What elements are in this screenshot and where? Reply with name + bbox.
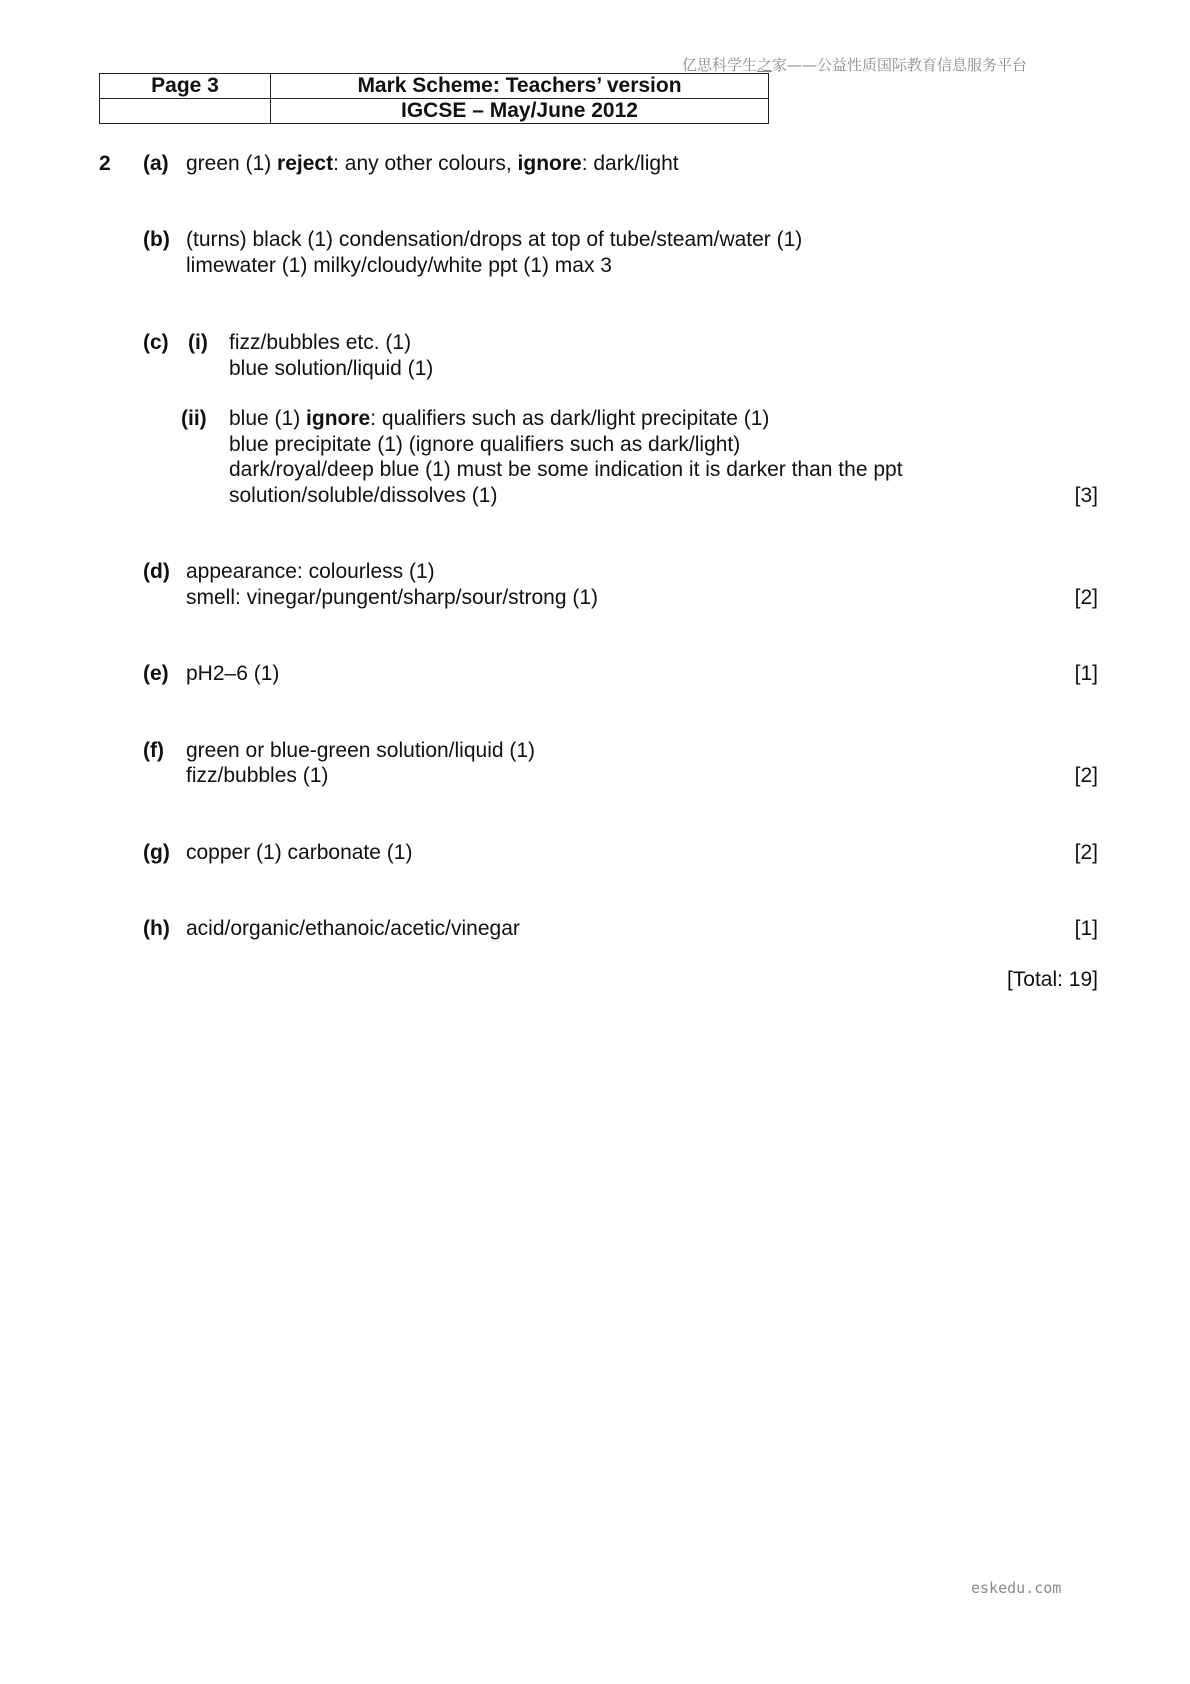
watermark-top-b: 之: [757, 56, 773, 74]
part-h-mark: [1]: [1074, 917, 1098, 940]
part-a-t1: green (1): [186, 152, 278, 175]
part-e-label: (e): [143, 662, 169, 685]
part-c-ii-label: (ii): [181, 407, 207, 430]
part-b-label: (b): [143, 228, 170, 251]
part-f-label: (f): [143, 739, 164, 762]
part-c-i-line1: fizz/bubbles etc. (1): [229, 331, 412, 354]
part-d-line1: appearance: colourless (1): [186, 560, 435, 583]
part-c-ii-ignore: ignore: [306, 407, 371, 430]
part-a-text: [186, 152, 679, 176]
part-a-ignore: ignore: [517, 152, 582, 175]
part-c-i-line2: blue solution/liquid (1): [229, 357, 434, 380]
part-e-line1: pH2–6 (1): [186, 662, 280, 685]
part-g-mark: [2]: [1074, 841, 1098, 864]
part-c-ii-t2: : qualifiers such as dark/light precipitate (1): [370, 407, 770, 430]
part-d-mark: [2]: [1074, 586, 1098, 609]
watermark-top-a: 亿思科学生: [682, 56, 758, 74]
header-title: Mark Scheme: Teachers’ version: [271, 74, 769, 99]
part-c-mark: [3]: [1074, 484, 1098, 507]
part-c-label: (c): [143, 331, 169, 354]
part-d-line2: smell: vinegar/pungent/sharp/sour/strong (1): [186, 586, 599, 609]
part-g-label: (g): [143, 841, 170, 864]
part-f-line2: fizz/bubbles (1): [186, 764, 329, 787]
watermark-top-c: 家——公益性质国际教育信息服务平台: [772, 56, 1028, 74]
part-c-ii-line2: blue precipitate (1) (ignore qualifiers such as dark/light): [229, 433, 741, 456]
part-g-line1: copper (1) carbonate (1): [186, 841, 413, 864]
header-empty-cell: [100, 99, 271, 124]
part-f-mark: [2]: [1074, 764, 1098, 787]
part-c-ii-t1: blue (1): [229, 407, 307, 430]
part-a-t2: : any other colours,: [333, 152, 518, 175]
part-c-ii-line4: solution/soluble/dissolves (1): [229, 484, 498, 507]
question-number: 2: [99, 152, 111, 175]
part-h-label: (h): [143, 917, 170, 940]
part-c-ii-line1: [229, 407, 769, 431]
part-f-line1: green or blue-green solution/liquid (1): [186, 739, 536, 762]
watermark-bottom: eskedu.com: [971, 1579, 1062, 1597]
header-table: [99, 73, 769, 124]
part-c-ii-line3: dark/royal/deep blue (1) must be some indication it is darker than the ppt: [229, 458, 903, 481]
watermark-top: [682, 54, 1027, 75]
part-c-i-label: (i): [188, 331, 208, 354]
part-e-mark: [1]: [1074, 662, 1098, 685]
part-b-line2: limewater (1) milky/cloudy/white ppt (1) max 3: [186, 254, 612, 277]
part-a-t3: : dark/light: [581, 152, 679, 175]
header-page: Page 3: [100, 74, 271, 99]
part-d-label: (d): [143, 560, 170, 583]
part-b-line1: (turns) black (1) condensation/drops at top of tube/steam/water (1): [186, 228, 803, 251]
total-marks: [Total: 19]: [1006, 968, 1098, 991]
part-a-reject: reject: [277, 152, 334, 175]
part-h-line1: acid/organic/ethanoic/acetic/vinegar: [186, 917, 520, 940]
header-exam: IGCSE – May/June 2012: [271, 99, 769, 124]
part-a-label: (a): [143, 152, 169, 175]
